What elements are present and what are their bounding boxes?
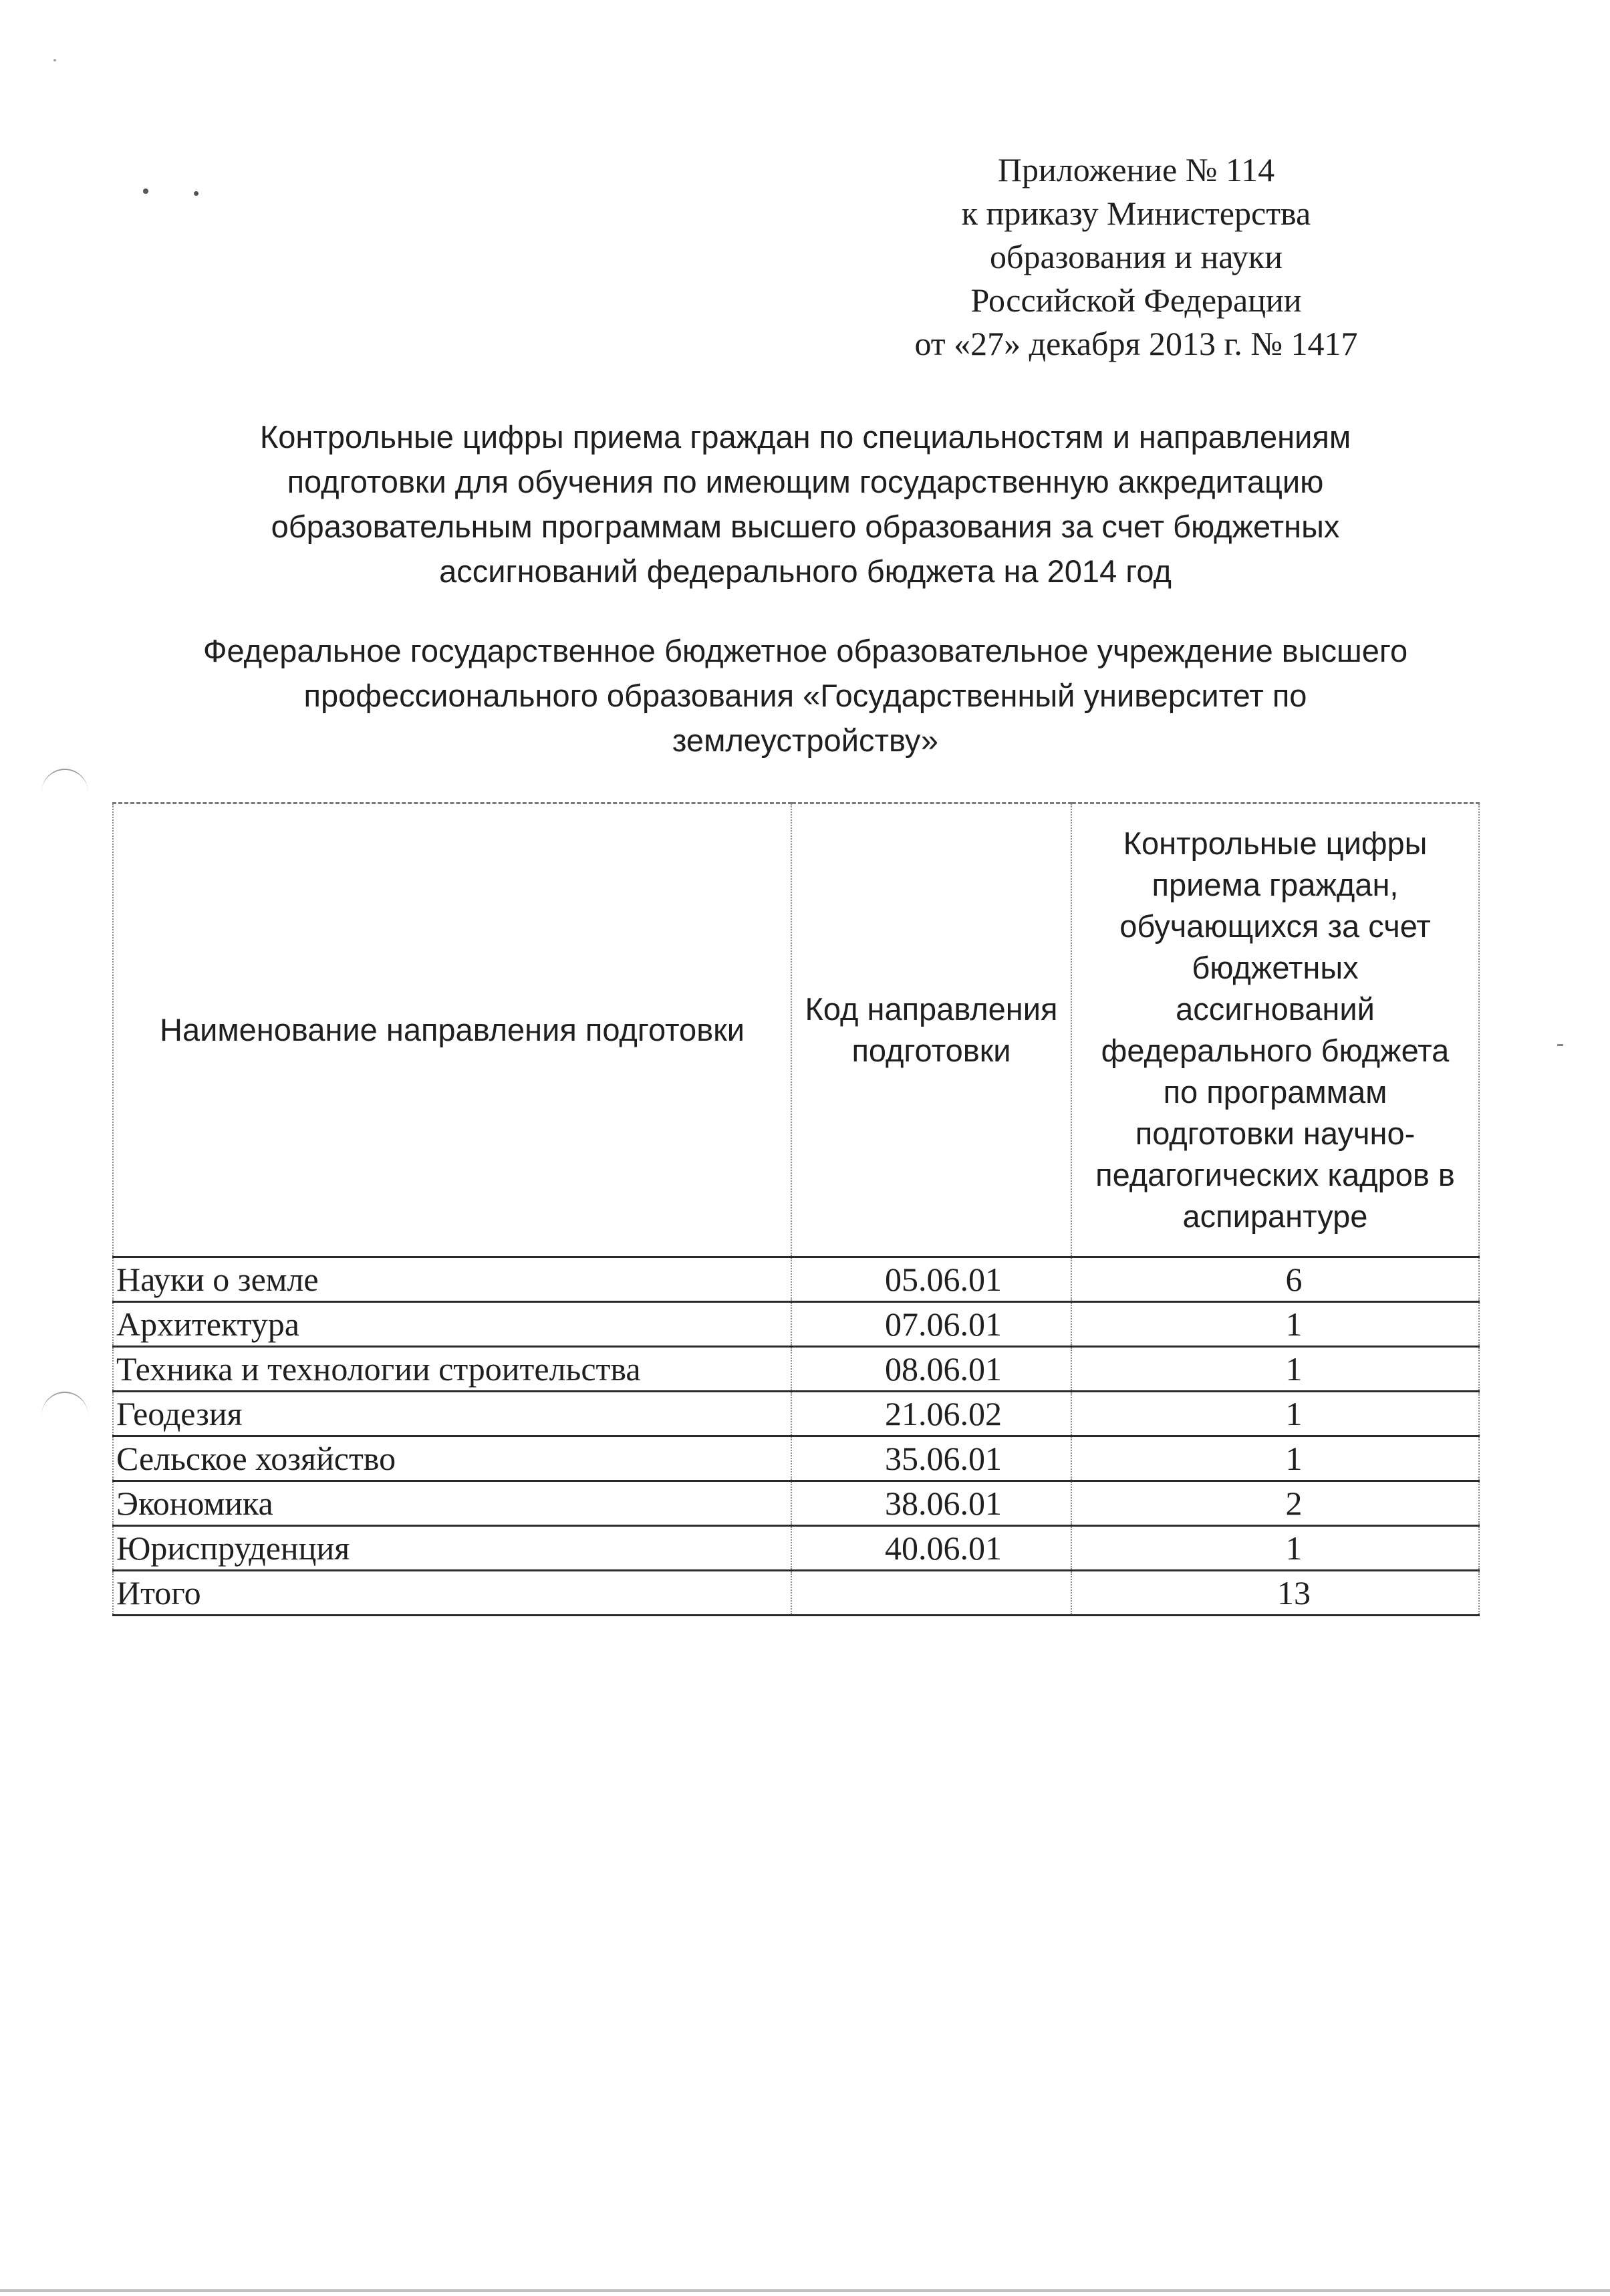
punch-hole-mark <box>41 769 88 817</box>
table-header-row <box>113 803 1479 1257</box>
header-direction-name: Наименование направления подготовки <box>113 803 791 1257</box>
direction-code-cell: 40.06.01 <box>791 1526 1071 1571</box>
annex-order-ref: к приказу Министерства <box>961 195 1311 232</box>
scan-speck <box>194 191 198 196</box>
table-row <box>113 1481 1479 1526</box>
title-line: подготовки для обучения по имеющим государственную аккредитацию <box>287 464 1324 499</box>
scan-speck <box>143 188 148 194</box>
direction-code-cell: 07.06.01 <box>791 1302 1071 1347</box>
annex-country: Российской Федерации <box>970 281 1302 319</box>
punch-hole-mark <box>41 1392 88 1440</box>
table-row <box>113 1347 1479 1392</box>
scan-speck <box>53 59 56 61</box>
annex-number: Приложение № 114 <box>997 151 1275 188</box>
organization-name <box>120 628 1490 763</box>
admission-quota-table <box>112 802 1480 1616</box>
direction-code-cell: 35.06.01 <box>791 1436 1071 1481</box>
quota-cell: 2 <box>1071 1481 1479 1526</box>
title-line: ассигнований федерального бюджета на 2014 год <box>439 553 1172 589</box>
organization-line: землеустройству» <box>672 723 939 758</box>
quota-cell: 1 <box>1071 1526 1479 1571</box>
organization-line: профессионального образования «Государственный университет по <box>303 678 1307 713</box>
document-title <box>120 414 1490 594</box>
table-total-row <box>113 1571 1479 1616</box>
quota-cell: 1 <box>1071 1347 1479 1392</box>
title-line: образовательным программам высшего образования за счет бюджетных <box>271 509 1340 544</box>
annex-ministry: образования и науки <box>990 238 1283 275</box>
scan-speck <box>1557 1044 1563 1046</box>
direction-code-cell: 05.06.01 <box>791 1257 1071 1302</box>
direction-name-cell: Техника и технологии строительства <box>113 1347 791 1392</box>
quota-cell: 6 <box>1071 1257 1479 1302</box>
total-label-cell: Итого <box>113 1571 791 1616</box>
table-row <box>113 1436 1479 1481</box>
direction-name-cell: Экономика <box>113 1481 791 1526</box>
annex-order-date: от «27» декабря 2013 г. № 1417 <box>914 325 1358 362</box>
header-admission-quota: Контрольные цифры приема граждан, обучающихся за счет бюджетных ассигнований федерального бюджета по программам подготовки научно- педагогических кадров в аспирантуре <box>1071 803 1479 1257</box>
table-row <box>113 1392 1479 1436</box>
table-row <box>113 1526 1479 1571</box>
direction-name-cell: Юриспруденция <box>113 1526 791 1571</box>
total-quota-cell: 13 <box>1071 1571 1479 1616</box>
title-line: Контрольные цифры приема граждан по специальностям и направлениям <box>259 419 1351 455</box>
table-row <box>113 1257 1479 1302</box>
quota-cell: 1 <box>1071 1392 1479 1436</box>
direction-name-cell: Архитектура <box>113 1302 791 1347</box>
direction-name-cell: Геодезия <box>113 1392 791 1436</box>
organization-line: Федеральное государственное бюджетное образовательное учреждение высшего <box>203 633 1408 668</box>
direction-name-cell: Сельское хозяйство <box>113 1436 791 1481</box>
annex-block <box>855 148 1417 366</box>
header-direction-code: Код направления подготовки <box>791 803 1071 1257</box>
table-row <box>113 1302 1479 1347</box>
quota-cell: 1 <box>1071 1436 1479 1481</box>
direction-code-cell: 21.06.02 <box>791 1392 1071 1436</box>
direction-name-cell: Науки о земле <box>113 1257 791 1302</box>
direction-code-cell: 38.06.01 <box>791 1481 1071 1526</box>
total-code-cell <box>791 1571 1071 1616</box>
direction-code-cell: 08.06.01 <box>791 1347 1071 1392</box>
quota-cell: 1 <box>1071 1302 1479 1347</box>
scan-edge <box>0 2289 1610 2292</box>
